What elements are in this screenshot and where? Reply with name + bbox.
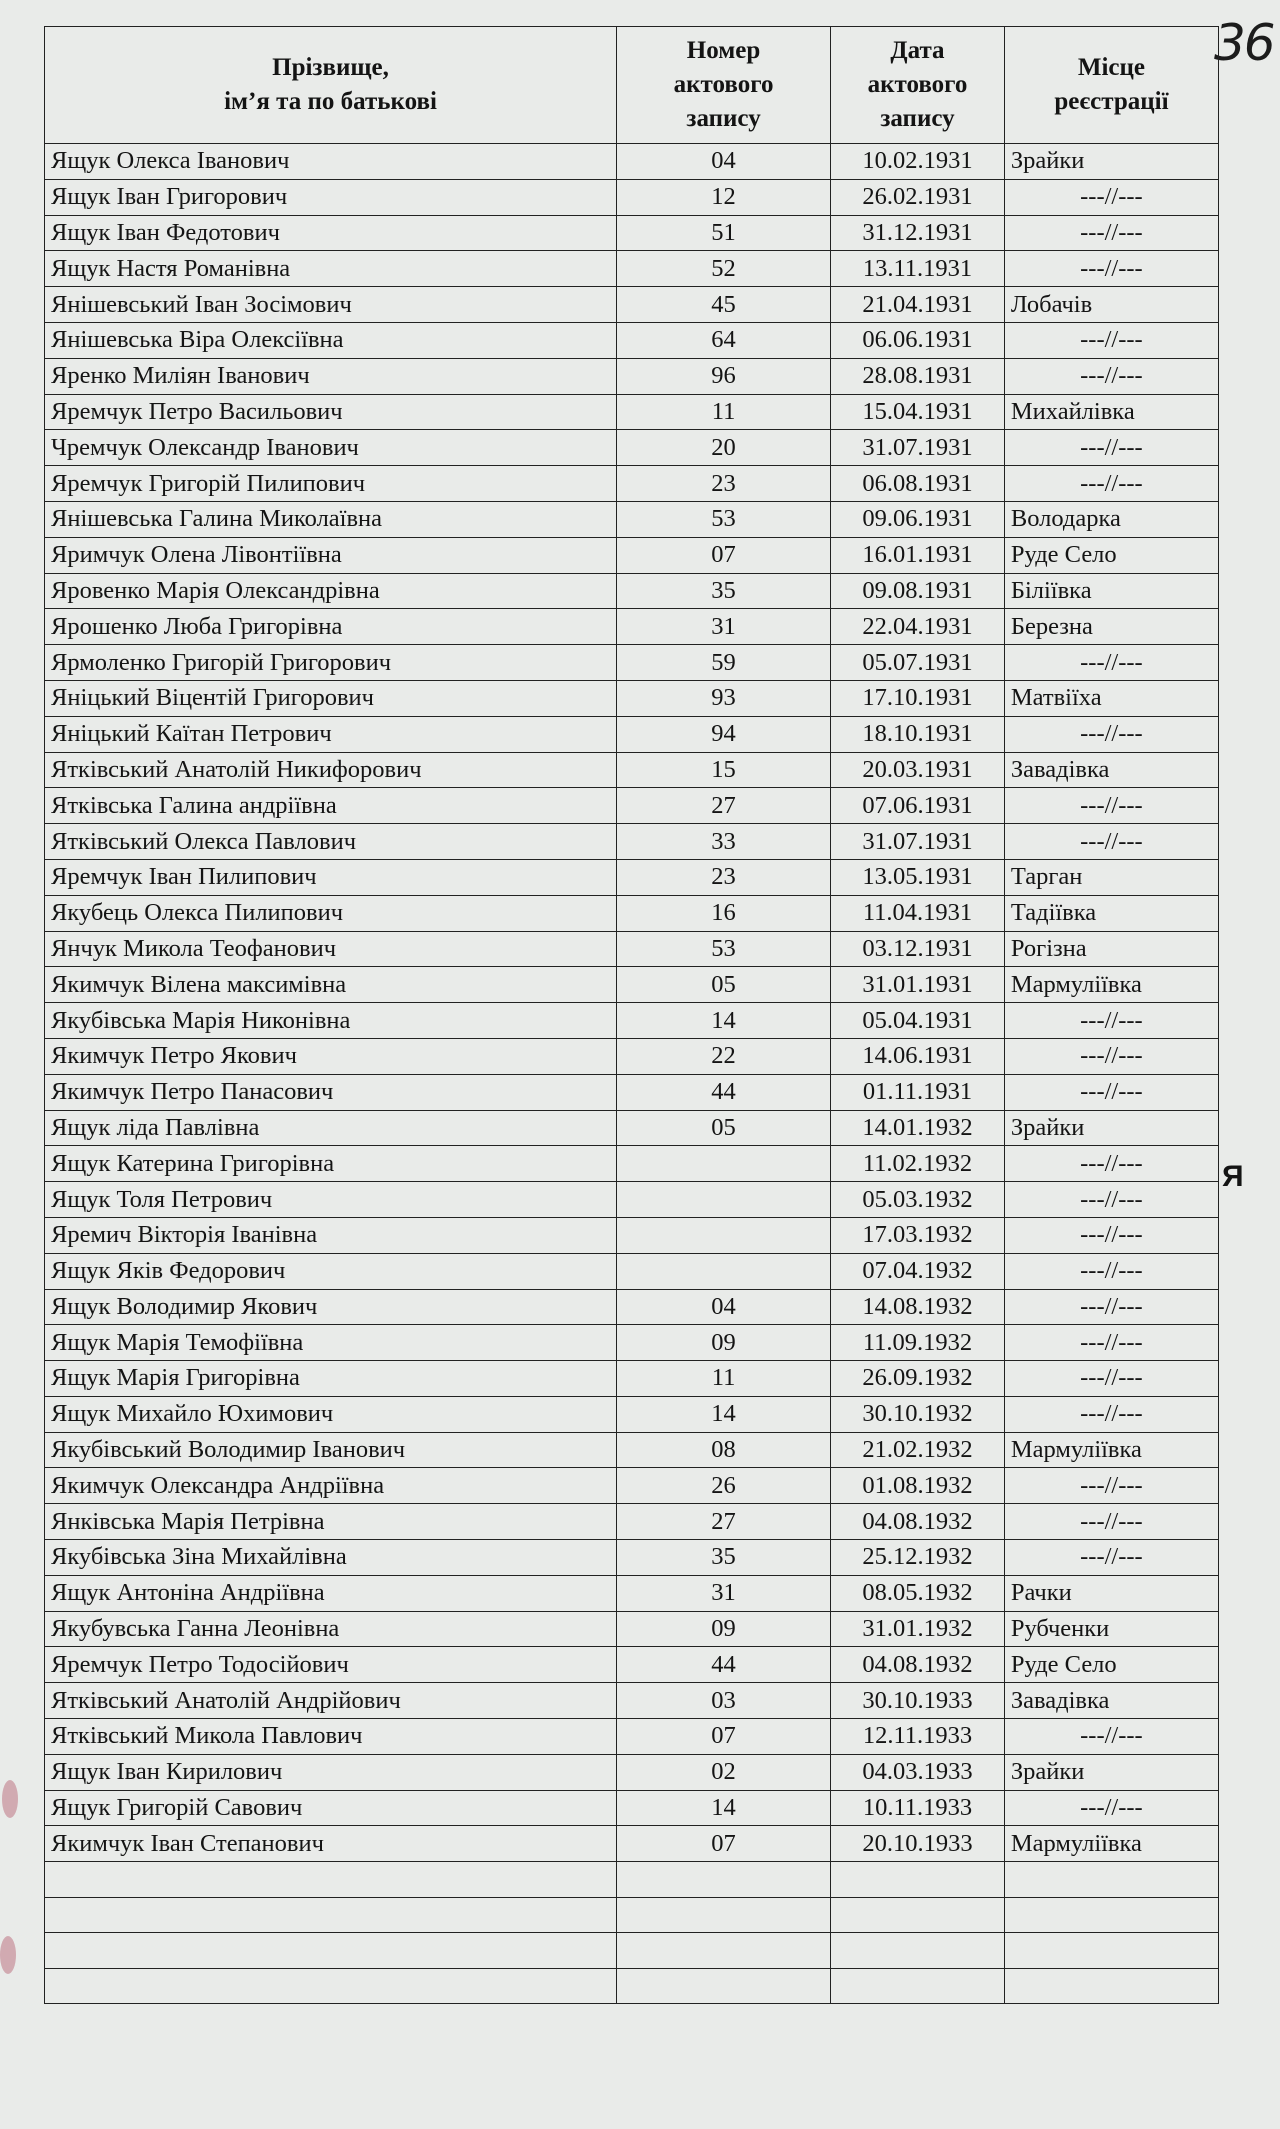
record-number-cell: 51 bbox=[617, 215, 831, 251]
index-letter: Я bbox=[1222, 1160, 1244, 1193]
record-number-cell: 02 bbox=[617, 1754, 831, 1790]
person-name-cell: Якимчук Іван Степанович bbox=[45, 1826, 617, 1862]
table-row bbox=[45, 1253, 1219, 1289]
empty-row bbox=[45, 1862, 1219, 1898]
header-line: Номер bbox=[686, 37, 761, 64]
record-number-cell: 15 bbox=[617, 752, 831, 788]
record-number-cell: 35 bbox=[617, 1540, 831, 1576]
registration-place-cell: Тарган bbox=[1004, 859, 1218, 895]
table-row bbox=[45, 1754, 1219, 1790]
record-number-cell: 53 bbox=[617, 931, 831, 967]
table-row bbox=[45, 1683, 1219, 1719]
person-name-cell: Яренко Миліян Іванович bbox=[45, 358, 617, 394]
empty-cell bbox=[45, 1968, 617, 2004]
record-number-cell: 07 bbox=[617, 1826, 831, 1862]
record-date-cell: 30.10.1933 bbox=[831, 1683, 1005, 1719]
person-name-cell: Якубівська Марія Никонівна bbox=[45, 1003, 617, 1039]
registration-place-cell: ---//--- bbox=[1004, 1719, 1218, 1755]
table-row bbox=[45, 179, 1219, 215]
record-date-cell: 07.04.1932 bbox=[831, 1253, 1005, 1289]
record-date-cell: 06.08.1931 bbox=[831, 466, 1005, 502]
table-row bbox=[45, 645, 1219, 681]
empty-row bbox=[45, 1968, 1219, 2004]
registration-place-cell: ---//--- bbox=[1004, 358, 1218, 394]
record-date-cell: 08.05.1932 bbox=[831, 1575, 1005, 1611]
table-row bbox=[45, 1325, 1219, 1361]
person-name-cell: Ящук Марія Темофіївна bbox=[45, 1325, 617, 1361]
registration-place-cell: ---//--- bbox=[1004, 215, 1218, 251]
registration-place-cell: ---//--- bbox=[1004, 824, 1218, 860]
record-date-cell: 17.03.1932 bbox=[831, 1217, 1005, 1253]
empty-cell bbox=[1004, 1897, 1218, 1933]
header-record-number bbox=[617, 27, 831, 144]
registration-place-cell: ---//--- bbox=[1004, 645, 1218, 681]
empty-cell bbox=[1004, 1862, 1218, 1898]
registration-place-cell: ---//--- bbox=[1004, 1253, 1218, 1289]
person-name-cell: Ятківський Анатолій Андрійович bbox=[45, 1683, 617, 1719]
table-row bbox=[45, 573, 1219, 609]
record-number-cell: 94 bbox=[617, 716, 831, 752]
person-name-cell: Ятківська Галина андріївна bbox=[45, 788, 617, 824]
record-number-cell: 53 bbox=[617, 501, 831, 537]
record-date-cell: 13.11.1931 bbox=[831, 251, 1005, 287]
record-date-cell: 30.10.1932 bbox=[831, 1396, 1005, 1432]
record-date-cell: 04.03.1933 bbox=[831, 1754, 1005, 1790]
record-number-cell: 33 bbox=[617, 824, 831, 860]
person-name-cell: Ящук Іван Григорович bbox=[45, 179, 617, 215]
person-name-cell: Якимчук Петро Якович bbox=[45, 1038, 617, 1074]
record-date-cell: 25.12.1932 bbox=[831, 1540, 1005, 1576]
record-number-cell: 35 bbox=[617, 573, 831, 609]
empty-cell bbox=[831, 1968, 1005, 2004]
registration-place-cell: Мармуліївка bbox=[1004, 967, 1218, 1003]
table-row bbox=[45, 537, 1219, 573]
empty-cell bbox=[1004, 1933, 1218, 1969]
header-registration-place bbox=[1004, 27, 1218, 144]
record-number-cell: 64 bbox=[617, 322, 831, 358]
person-name-cell: Яровенко Марія Олександрівна bbox=[45, 573, 617, 609]
record-number-cell: 27 bbox=[617, 788, 831, 824]
person-name-cell: Яримчук Олена Лівонтіївна bbox=[45, 537, 617, 573]
record-date-cell: 21.02.1932 bbox=[831, 1432, 1005, 1468]
person-name-cell: Ящук Антоніна Андріївна bbox=[45, 1575, 617, 1611]
table-row bbox=[45, 1826, 1219, 1862]
person-name-cell: Яремчук Петро Тодосійович bbox=[45, 1647, 617, 1683]
record-date-cell: 14.06.1931 bbox=[831, 1038, 1005, 1074]
record-date-cell: 04.08.1932 bbox=[831, 1504, 1005, 1540]
table-row bbox=[45, 1110, 1219, 1146]
person-name-cell: Ятківський Олекса Павлович bbox=[45, 824, 617, 860]
empty-cell bbox=[45, 1933, 617, 1969]
record-number-cell: 31 bbox=[617, 1575, 831, 1611]
record-number-cell: 31 bbox=[617, 609, 831, 645]
table-row bbox=[45, 1396, 1219, 1432]
table-row bbox=[45, 895, 1219, 931]
table-row bbox=[45, 859, 1219, 895]
registration-place-cell: Матвіїха bbox=[1004, 680, 1218, 716]
table-row bbox=[45, 1790, 1219, 1826]
header-line: Дата bbox=[890, 37, 945, 64]
record-date-cell: 28.08.1931 bbox=[831, 358, 1005, 394]
record-number-cell: 03 bbox=[617, 1683, 831, 1719]
person-name-cell: Ящук Володимир Якович bbox=[45, 1289, 617, 1325]
record-date-cell: 14.01.1932 bbox=[831, 1110, 1005, 1146]
record-date-cell: 09.08.1931 bbox=[831, 573, 1005, 609]
person-name-cell: Ящук Іван Кирилович bbox=[45, 1754, 617, 1790]
table-row bbox=[45, 680, 1219, 716]
table-row bbox=[45, 251, 1219, 287]
registration-place-cell: Березна bbox=[1004, 609, 1218, 645]
record-date-cell: 03.12.1931 bbox=[831, 931, 1005, 967]
person-name-cell: Ятківський Микола Павлович bbox=[45, 1719, 617, 1755]
registration-place-cell: ---//--- bbox=[1004, 1146, 1218, 1182]
registration-place-cell: ---//--- bbox=[1004, 1325, 1218, 1361]
person-name-cell: Ящук Іван Федотович bbox=[45, 215, 617, 251]
record-number-cell bbox=[617, 1253, 831, 1289]
header-line: актового bbox=[673, 71, 774, 98]
registration-place-cell: ---//--- bbox=[1004, 1217, 1218, 1253]
header-record-date bbox=[831, 27, 1005, 144]
record-number-cell: 44 bbox=[617, 1074, 831, 1110]
person-name-cell: Ящук Толя Петрович bbox=[45, 1182, 617, 1218]
registration-place-cell: Руде Село bbox=[1004, 537, 1218, 573]
record-date-cell: 26.09.1932 bbox=[831, 1361, 1005, 1397]
person-name-cell: Ящук Настя Романівна bbox=[45, 251, 617, 287]
ink-stain bbox=[2, 1780, 18, 1818]
record-number-cell: 45 bbox=[617, 287, 831, 323]
registration-place-cell: Рачки bbox=[1004, 1575, 1218, 1611]
empty-cell bbox=[45, 1897, 617, 1933]
record-number-cell: 09 bbox=[617, 1325, 831, 1361]
header-line: Прізвище, bbox=[272, 54, 389, 81]
registration-place-cell: ---//--- bbox=[1004, 430, 1218, 466]
person-name-cell: Яремчук Петро Васильович bbox=[45, 394, 617, 430]
record-date-cell: 15.04.1931 bbox=[831, 394, 1005, 430]
person-name-cell: Яремчук Григорій Пилипович bbox=[45, 466, 617, 502]
record-number-cell: 05 bbox=[617, 967, 831, 1003]
empty-cell bbox=[617, 1968, 831, 2004]
record-date-cell: 31.12.1931 bbox=[831, 215, 1005, 251]
record-date-cell: 20.03.1931 bbox=[831, 752, 1005, 788]
person-name-cell: Ящук ліда Павлівна bbox=[45, 1110, 617, 1146]
record-number-cell: 44 bbox=[617, 1647, 831, 1683]
person-name-cell: Яремчук Іван Пилипович bbox=[45, 859, 617, 895]
record-number-cell: 52 bbox=[617, 251, 831, 287]
record-date-cell: 20.10.1933 bbox=[831, 1826, 1005, 1862]
table-row bbox=[45, 501, 1219, 537]
person-name-cell: Яніцький Каїтан Петрович bbox=[45, 716, 617, 752]
record-date-cell: 14.08.1932 bbox=[831, 1289, 1005, 1325]
table-row bbox=[45, 1647, 1219, 1683]
registration-place-cell: Мармуліївка bbox=[1004, 1826, 1218, 1862]
record-date-cell: 06.06.1931 bbox=[831, 322, 1005, 358]
table-row bbox=[45, 1289, 1219, 1325]
empty-cell bbox=[617, 1897, 831, 1933]
registration-place-cell: ---//--- bbox=[1004, 1468, 1218, 1504]
table-row bbox=[45, 215, 1219, 251]
record-number-cell: 07 bbox=[617, 537, 831, 573]
table-row bbox=[45, 967, 1219, 1003]
table-row bbox=[45, 609, 1219, 645]
record-date-cell: 05.07.1931 bbox=[831, 645, 1005, 681]
record-number-cell: 14 bbox=[617, 1396, 831, 1432]
empty-cell bbox=[831, 1933, 1005, 1969]
empty-cell bbox=[617, 1933, 831, 1969]
table-row bbox=[45, 824, 1219, 860]
table-row bbox=[45, 1504, 1219, 1540]
table-row bbox=[45, 466, 1219, 502]
record-date-cell: 21.04.1931 bbox=[831, 287, 1005, 323]
table-row bbox=[45, 788, 1219, 824]
registration-place-cell: ---//--- bbox=[1004, 1289, 1218, 1325]
person-name-cell: Якубувська Ганна Леонівна bbox=[45, 1611, 617, 1647]
header-row bbox=[45, 27, 1219, 144]
record-date-cell: 16.01.1931 bbox=[831, 537, 1005, 573]
registration-place-cell: ---//--- bbox=[1004, 1540, 1218, 1576]
registration-place-cell: ---//--- bbox=[1004, 251, 1218, 287]
record-number-cell: 04 bbox=[617, 144, 831, 180]
registration-place-cell: ---//--- bbox=[1004, 322, 1218, 358]
table-row bbox=[45, 1719, 1219, 1755]
registration-place-cell: ---//--- bbox=[1004, 788, 1218, 824]
record-number-cell: 05 bbox=[617, 1110, 831, 1146]
header-line: Місце bbox=[1077, 54, 1145, 81]
registration-place-cell: Рогізна bbox=[1004, 931, 1218, 967]
record-date-cell: 11.04.1931 bbox=[831, 895, 1005, 931]
registration-place-cell: Михайлівка bbox=[1004, 394, 1218, 430]
person-name-cell: Янківська Марія Петрівна bbox=[45, 1504, 617, 1540]
record-date-cell: 05.03.1932 bbox=[831, 1182, 1005, 1218]
registration-place-cell: ---//--- bbox=[1004, 1038, 1218, 1074]
record-number-cell: 14 bbox=[617, 1003, 831, 1039]
record-date-cell: 26.02.1931 bbox=[831, 179, 1005, 215]
header-line: актового bbox=[867, 71, 968, 98]
table-row bbox=[45, 1182, 1219, 1218]
person-name-cell: Янчук Микола Теофанович bbox=[45, 931, 617, 967]
registration-place-cell: Рубченки bbox=[1004, 1611, 1218, 1647]
registration-place-cell: Володарка bbox=[1004, 501, 1218, 537]
record-number-cell: 96 bbox=[617, 358, 831, 394]
table-row bbox=[45, 358, 1219, 394]
person-name-cell: Янішевська Віра Олексіївна bbox=[45, 322, 617, 358]
registry-table bbox=[44, 26, 1219, 2004]
person-name-cell: Янішевська Галина Миколаївна bbox=[45, 501, 617, 537]
record-number-cell: 27 bbox=[617, 1504, 831, 1540]
record-date-cell: 04.08.1932 bbox=[831, 1647, 1005, 1683]
record-date-cell: 31.01.1932 bbox=[831, 1611, 1005, 1647]
person-name-cell: Ящук Катерина Григорівна bbox=[45, 1146, 617, 1182]
header-line: реєстрації bbox=[1054, 88, 1169, 115]
record-number-cell: 11 bbox=[617, 394, 831, 430]
record-date-cell: 07.06.1931 bbox=[831, 788, 1005, 824]
record-number-cell: 20 bbox=[617, 430, 831, 466]
record-date-cell: 18.10.1931 bbox=[831, 716, 1005, 752]
table-row bbox=[45, 1003, 1219, 1039]
header-line: ім’я та по батькові bbox=[224, 88, 437, 115]
registration-place-cell: ---//--- bbox=[1004, 466, 1218, 502]
ink-stain bbox=[0, 1936, 16, 1974]
registration-place-cell: ---//--- bbox=[1004, 1361, 1218, 1397]
record-number-cell: 04 bbox=[617, 1289, 831, 1325]
record-number-cell bbox=[617, 1146, 831, 1182]
registration-place-cell: ---//--- bbox=[1004, 179, 1218, 215]
record-date-cell: 31.01.1931 bbox=[831, 967, 1005, 1003]
person-name-cell: Ярошенко Люба Григорівна bbox=[45, 609, 617, 645]
empty-cell bbox=[617, 1862, 831, 1898]
person-name-cell: Ярмоленко Григорій Григорович bbox=[45, 645, 617, 681]
person-name-cell: Ящук Михайло Юхимович bbox=[45, 1396, 617, 1432]
person-name-cell: Якубець Олекса Пилипович bbox=[45, 895, 617, 931]
record-number-cell: 08 bbox=[617, 1432, 831, 1468]
empty-cell bbox=[45, 1862, 617, 1898]
table-row bbox=[45, 430, 1219, 466]
registration-place-cell: ---//--- bbox=[1004, 1504, 1218, 1540]
record-date-cell: 22.04.1931 bbox=[831, 609, 1005, 645]
table-row bbox=[45, 1074, 1219, 1110]
person-name-cell: Чремчук Олександр Іванович bbox=[45, 430, 617, 466]
table-row bbox=[45, 144, 1219, 180]
record-date-cell: 10.11.1933 bbox=[831, 1790, 1005, 1826]
table-row bbox=[45, 716, 1219, 752]
registration-place-cell: Завадівка bbox=[1004, 752, 1218, 788]
registration-place-cell: Тадіївка bbox=[1004, 895, 1218, 931]
record-number-cell: 11 bbox=[617, 1361, 831, 1397]
registration-place-cell: Зрайки bbox=[1004, 1754, 1218, 1790]
header-line: запису bbox=[880, 105, 955, 132]
table-row bbox=[45, 1540, 1219, 1576]
record-date-cell: 12.11.1933 bbox=[831, 1719, 1005, 1755]
empty-cell bbox=[1004, 1968, 1218, 2004]
record-date-cell: 01.11.1931 bbox=[831, 1074, 1005, 1110]
registration-place-cell: Зрайки bbox=[1004, 1110, 1218, 1146]
person-name-cell: Якубівська Зіна Михайлівна bbox=[45, 1540, 617, 1576]
record-number-cell bbox=[617, 1182, 831, 1218]
header-line: запису bbox=[686, 105, 761, 132]
registration-place-cell: ---//--- bbox=[1004, 716, 1218, 752]
registration-place-cell: ---//--- bbox=[1004, 1074, 1218, 1110]
record-date-cell: 31.07.1931 bbox=[831, 430, 1005, 466]
registration-place-cell: Лобачів bbox=[1004, 287, 1218, 323]
person-name-cell: Ящук Яків Федорович bbox=[45, 1253, 617, 1289]
empty-row bbox=[45, 1897, 1219, 1933]
record-number-cell: 09 bbox=[617, 1611, 831, 1647]
table-row bbox=[45, 394, 1219, 430]
table-row bbox=[45, 1361, 1219, 1397]
table-row bbox=[45, 752, 1219, 788]
table-row bbox=[45, 1575, 1219, 1611]
person-name-cell: Янішевський Іван Зосімович bbox=[45, 287, 617, 323]
person-name-cell: Якубівський Володимир Іванович bbox=[45, 1432, 617, 1468]
table-row bbox=[45, 1611, 1219, 1647]
person-name-cell: Ящук Олекса Іванович bbox=[45, 144, 617, 180]
record-number-cell: 59 bbox=[617, 645, 831, 681]
record-date-cell: 10.02.1931 bbox=[831, 144, 1005, 180]
record-number-cell: 23 bbox=[617, 466, 831, 502]
record-date-cell: 09.06.1931 bbox=[831, 501, 1005, 537]
record-number-cell: 26 bbox=[617, 1468, 831, 1504]
record-date-cell: 11.09.1932 bbox=[831, 1325, 1005, 1361]
record-date-cell: 05.04.1931 bbox=[831, 1003, 1005, 1039]
person-name-cell: Яніцький Віцентій Григорович bbox=[45, 680, 617, 716]
person-name-cell: Ящук Григорій Савович bbox=[45, 1790, 617, 1826]
registration-place-cell: ---//--- bbox=[1004, 1790, 1218, 1826]
table-row bbox=[45, 931, 1219, 967]
table-row bbox=[45, 1432, 1219, 1468]
registration-place-cell: Зрайки bbox=[1004, 144, 1218, 180]
record-date-cell: 13.05.1931 bbox=[831, 859, 1005, 895]
table-row bbox=[45, 1038, 1219, 1074]
empty-cell bbox=[831, 1897, 1005, 1933]
registration-place-cell: Завадівка bbox=[1004, 1683, 1218, 1719]
table-row bbox=[45, 1146, 1219, 1182]
empty-cell bbox=[831, 1862, 1005, 1898]
person-name-cell: Ящук Марія Григорівна bbox=[45, 1361, 617, 1397]
registration-place-cell: ---//--- bbox=[1004, 1182, 1218, 1218]
registration-place-cell: Руде Село bbox=[1004, 1647, 1218, 1683]
record-date-cell: 11.02.1932 bbox=[831, 1146, 1005, 1182]
table-row bbox=[45, 1468, 1219, 1504]
registration-place-cell: ---//--- bbox=[1004, 1396, 1218, 1432]
table-row bbox=[45, 322, 1219, 358]
registration-place-cell: ---//--- bbox=[1004, 1003, 1218, 1039]
person-name-cell: Якимчук Петро Панасович bbox=[45, 1074, 617, 1110]
table-row bbox=[45, 1217, 1219, 1253]
record-date-cell: 01.08.1932 bbox=[831, 1468, 1005, 1504]
record-number-cell: 93 bbox=[617, 680, 831, 716]
person-name-cell: Якимчук Олександра Андріївна bbox=[45, 1468, 617, 1504]
record-number-cell bbox=[617, 1217, 831, 1253]
person-name-cell: Якимчук Вілена максимівна bbox=[45, 967, 617, 1003]
person-name-cell: Ятківський Анатолій Никифорович bbox=[45, 752, 617, 788]
header-name bbox=[45, 27, 617, 144]
record-number-cell: 14 bbox=[617, 1790, 831, 1826]
record-number-cell: 12 bbox=[617, 179, 831, 215]
record-number-cell: 16 bbox=[617, 895, 831, 931]
registry-body bbox=[45, 144, 1219, 2004]
record-number-cell: 23 bbox=[617, 859, 831, 895]
person-name-cell: Яремич Вікторія Іванівна bbox=[45, 1217, 617, 1253]
registration-place-cell: Мармуліївка bbox=[1004, 1432, 1218, 1468]
table-row bbox=[45, 287, 1219, 323]
record-date-cell: 17.10.1931 bbox=[831, 680, 1005, 716]
registration-place-cell: Біліївка bbox=[1004, 573, 1218, 609]
empty-row bbox=[45, 1933, 1219, 1969]
record-number-cell: 22 bbox=[617, 1038, 831, 1074]
page-number: 36 bbox=[1214, 14, 1274, 72]
record-number-cell: 07 bbox=[617, 1719, 831, 1755]
record-date-cell: 31.07.1931 bbox=[831, 824, 1005, 860]
